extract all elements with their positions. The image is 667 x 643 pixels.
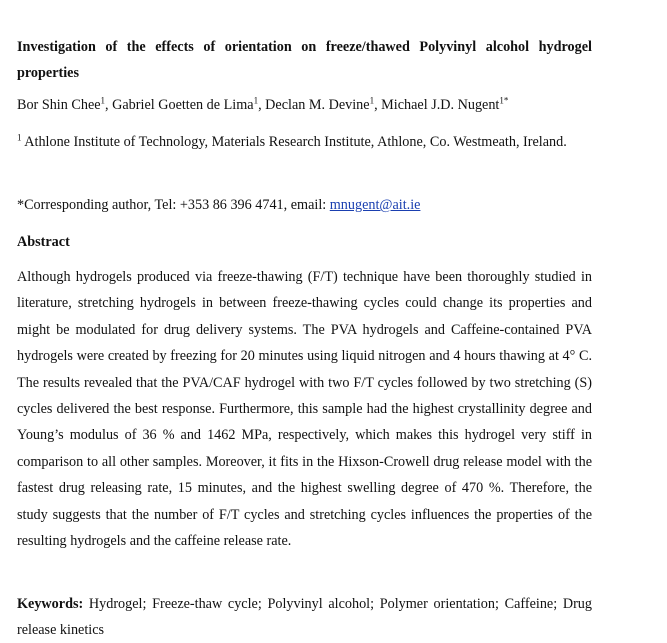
author (265, 97, 381, 113)
affiliation (17, 129, 592, 155)
author-affiliation-marker: 1 (369, 95, 375, 106)
author-separator: , (105, 97, 113, 113)
affiliation-marker: 1 (17, 132, 22, 143)
paper-title: Investigation of the effects of orientation on freeze/thawed Polyvinyl alcohol hydrogel properties (17, 39, 592, 81)
abstract-text: Although hydrogels produced via freeze-thawing (F/T) technique have been thoroughly studied in literature, stretching hydrogels in between freeze-thawing cycles could change its properties and might be modulated for drug delivery systems. The PVA hydrogels and Caffeine-contained PVA hydrogels were created by freezing for 20 minutes using liquid nitrogen and 4 hours thawing at 4° C. The results revealed that the PVA/CAF hydrogel with two F/T cycles followed by two stretching (S) cycles delivered the best response. Furthermore, this sample had the highest crystallinity degree and Young’s modulus of 36 % and 1462 MPa, respectively, which makes this hydrogel very stiff in comparison to all other samples. Moreover, it fits in the Hixson-Crowell drug release model with the fastest drug releasing rate, 15 minutes, and the highest swelling degree of 470 %. Therefore, the study suggests that the number of F/T cycles and stretching cycles influences the properties of the resulting hydrogels and the caffeine release rate. (17, 269, 592, 550)
author (17, 97, 112, 113)
author-name: Bor Shin Chee (17, 97, 101, 113)
author-name: Michael J.D. Nugent (381, 97, 500, 113)
corresponding-author (17, 195, 592, 215)
author-list (17, 95, 592, 115)
keywords-text: Hydrogel; Freeze-thaw cycle; Polyvinyl alcohol; Polymer orientation; Caffeine; Drug release kinetics (17, 596, 592, 638)
corresponding-email-link[interactable]: mnugent@ait.ie (329, 197, 421, 213)
author-affiliation-marker: 1 (100, 95, 106, 106)
author (112, 97, 265, 113)
corresponding-author-text: *Corresponding author, Tel: +353 86 396 4741, email: (17, 197, 330, 213)
affiliation-text: Athlone Institute of Technology, Materials Research Institute, Athlone, Co. Westmeath, Ireland. (24, 134, 567, 150)
keywords (17, 591, 592, 643)
author-affiliation-marker: 1* (499, 95, 509, 106)
author (381, 97, 508, 113)
author-name: Declan M. Devine (265, 97, 370, 113)
author-separator: , (258, 97, 266, 113)
abstract-heading: Abstract (17, 234, 70, 250)
keywords-label: Keywords: (17, 596, 84, 612)
author-affiliation-marker: 1 (253, 95, 259, 106)
author-name: Gabriel Goetten de Lima (112, 97, 254, 113)
author-separator: , (374, 97, 382, 113)
